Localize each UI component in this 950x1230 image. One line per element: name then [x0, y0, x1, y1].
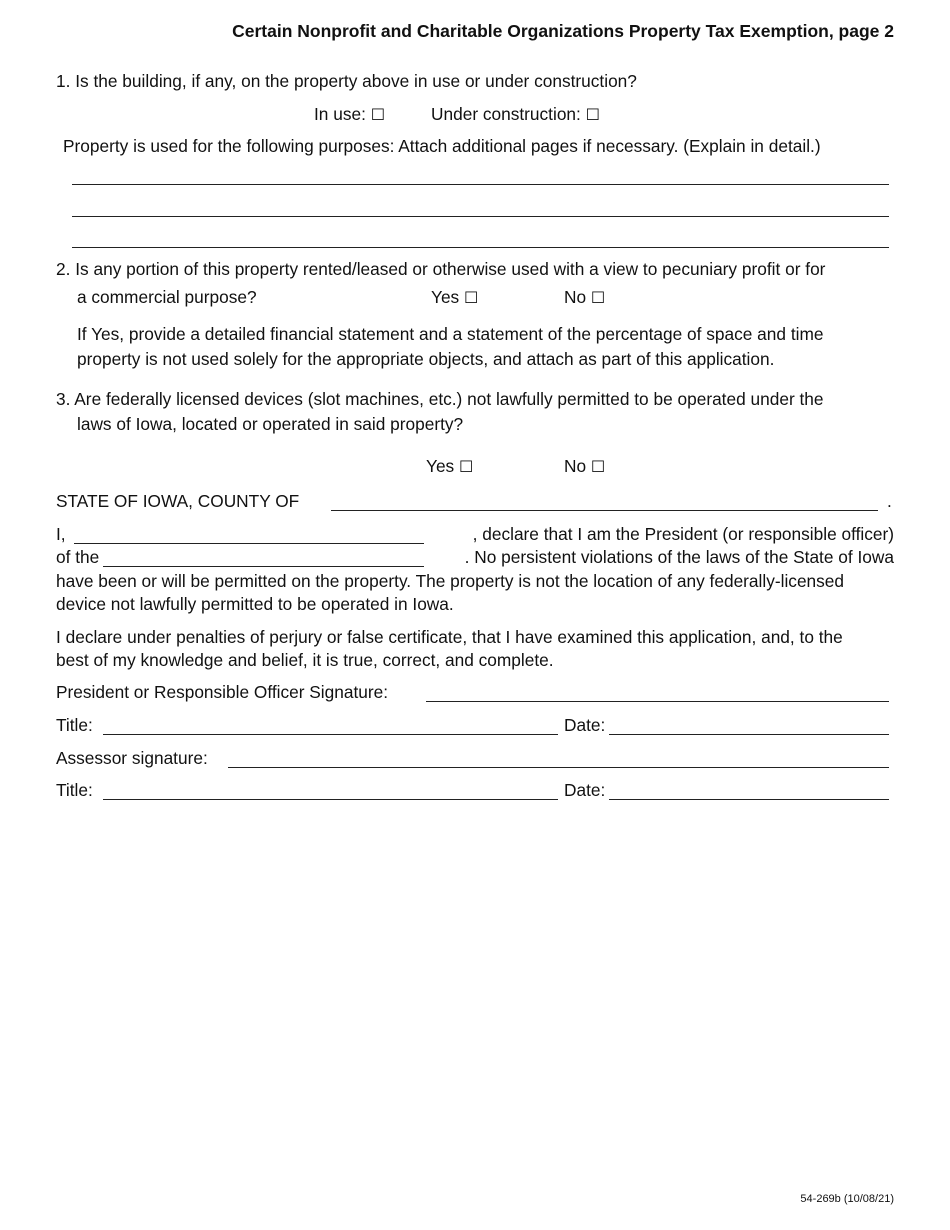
q1-in-use-checkbox[interactable]: ☐: [370, 105, 386, 124]
assessor-date-field[interactable]: [609, 799, 889, 800]
q2-yes-label: Yes: [431, 287, 460, 307]
date-field[interactable]: [609, 734, 889, 735]
q1-purposes-text: Property is used for the following purposes: Attach additional pages if necessary. (Explain in detail.): [63, 136, 821, 156]
q1-text: Is the building, if any, on the property above in use or under construction?: [75, 71, 637, 91]
q1-under-construction-label: Under construction:: [431, 104, 581, 124]
q2-note-2: property is not used solely for the appropriate objects, and attach as part of this application.: [77, 349, 775, 369]
president-signature-field[interactable]: [426, 701, 889, 702]
i-label: I,: [56, 524, 66, 544]
q3-yes-checkbox[interactable]: ☐: [459, 457, 474, 476]
declaration-line-3: have been or will be permitted on the property. The property is not the location of any federally-licensed: [56, 571, 845, 591]
q1-question: [56, 71, 637, 92]
q3-no-option: [564, 456, 605, 477]
form-number: 54-269b (10/08/21): [800, 1193, 894, 1205]
q1-number: 1.: [56, 71, 71, 91]
assessor-date-label: Date:: [564, 780, 606, 800]
assessor-title-field[interactable]: [103, 799, 558, 800]
header-title: Property Tax Exemption, page 2: [628, 21, 894, 41]
q3-yes-label: Yes: [426, 456, 455, 476]
q3-no-checkbox[interactable]: ☐: [590, 457, 606, 476]
purposes-line-3[interactable]: [72, 247, 889, 248]
president-signature-label: President or Responsible Officer Signature:: [56, 682, 389, 702]
q1-under-construction-checkbox[interactable]: ☐: [585, 105, 601, 124]
q1-in-use-option: [314, 104, 385, 125]
q3-yes-option: [426, 456, 473, 477]
county-period: .: [887, 491, 892, 511]
q2-line-1: [56, 259, 825, 280]
of-the-label: of the: [56, 547, 100, 567]
title-label: Title:: [56, 715, 93, 735]
declarant-name-field[interactable]: [74, 543, 424, 544]
no-violations-text: . No persistent violations of the laws of the State of Iowa: [464, 547, 894, 567]
q2-line-2: a commercial purpose?: [77, 287, 257, 307]
q3-number: 3.: [56, 389, 71, 409]
q3-line-2: laws of Iowa, located or operated in said property?: [77, 414, 464, 434]
q2-no-label: No: [564, 287, 587, 307]
date-label: Date:: [564, 715, 606, 735]
q2-yes-option: [431, 287, 478, 308]
organization-name-field[interactable]: [103, 566, 424, 567]
q2-no-checkbox[interactable]: ☐: [590, 288, 606, 307]
purposes-line-1[interactable]: [72, 184, 889, 185]
header-org: Certain Nonprofit and Charitable Organizations: [232, 21, 624, 41]
assessor-signature-label: Assessor signature:: [56, 748, 208, 768]
title-field[interactable]: [103, 734, 558, 735]
county-label: STATE OF IOWA, COUNTY OF: [56, 491, 300, 511]
q1-in-use-label: In use:: [314, 104, 366, 124]
q1-under-construction-option: [431, 104, 600, 125]
q2-yes-checkbox[interactable]: ☐: [464, 288, 479, 307]
q3-text-1: Are federally licensed devices (slot machines, etc.) not lawfully permitted to be operated under the: [74, 389, 824, 409]
q2-text-1: Is any portion of this property rented/leased or otherwise used with a view to pecuniary profit or for: [75, 259, 826, 279]
purposes-line-2[interactable]: [72, 216, 889, 217]
assessor-signature-field[interactable]: [228, 767, 889, 768]
page-header: [232, 21, 894, 42]
q2-note-1: If Yes, provide a detailed financial statement and a statement of the percentage of space and time: [77, 324, 824, 344]
declare-text: , declare that I am the President (or responsible officer): [472, 524, 894, 544]
q3-line-1: [56, 389, 824, 410]
q2-no-option: [564, 287, 605, 308]
county-field[interactable]: [331, 510, 878, 511]
q2-number: 2.: [56, 259, 71, 279]
assessor-title-label: Title:: [56, 780, 93, 800]
declaration-line-4: device not lawfully permitted to be operated in Iowa.: [56, 594, 454, 614]
q3-no-label: No: [564, 456, 587, 476]
perjury-line-2: best of my knowledge and belief, it is true, correct, and complete.: [56, 650, 554, 670]
perjury-line-1: I declare under penalties of perjury or false certificate, that I have examined this application, and, to the: [56, 627, 843, 647]
